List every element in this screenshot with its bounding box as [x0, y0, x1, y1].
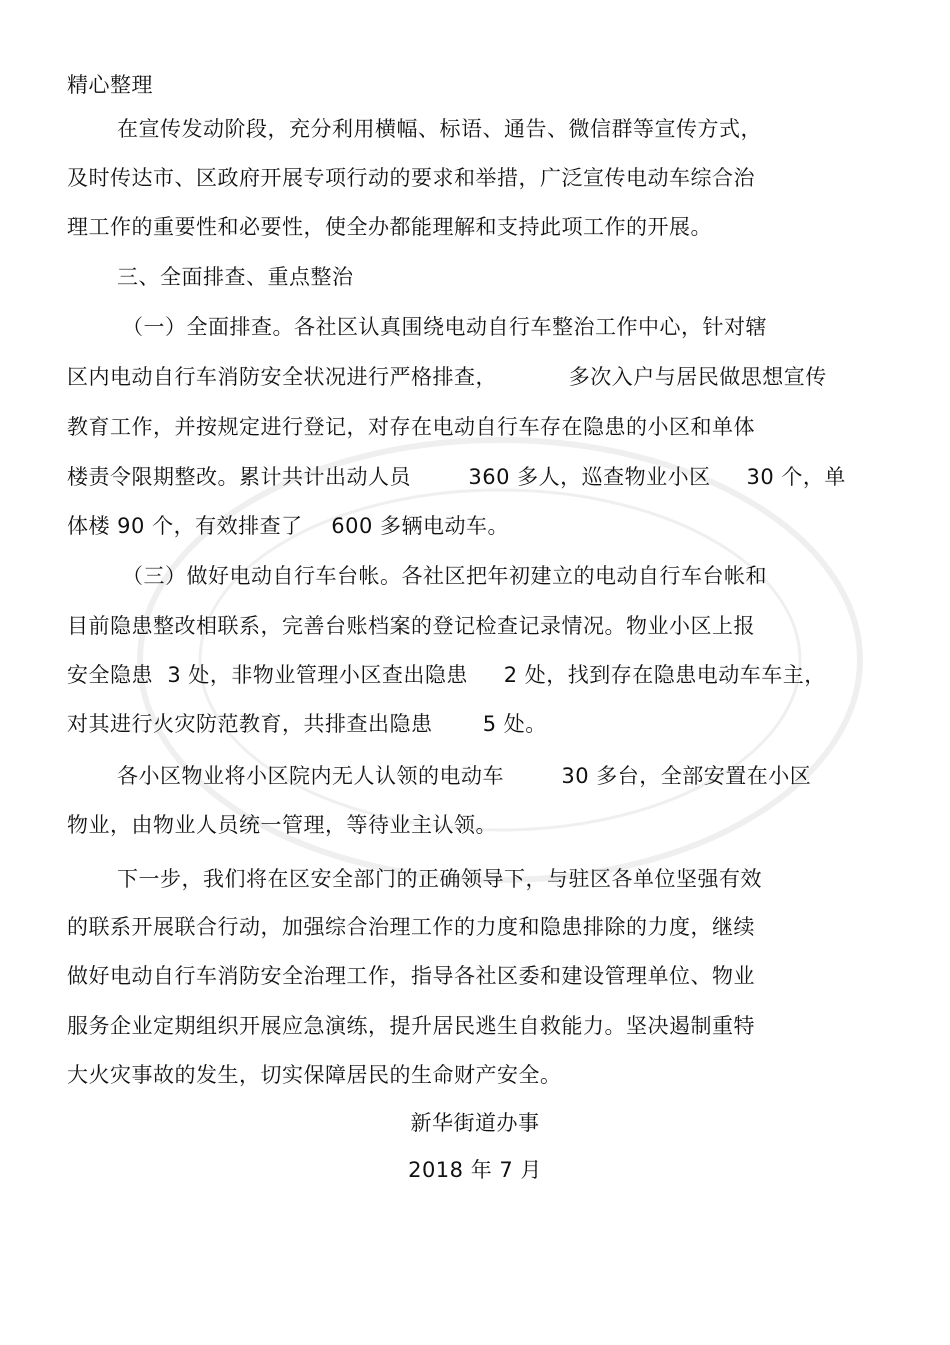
paragraph-line: 教育工作，并按规定进行登记，对存在电动自行车存在隐患的小区和单体	[67, 415, 755, 439]
paragraph-line: 理工作的重要性和必要性，使全办都能理解和支持此项工作的开展。	[67, 215, 712, 239]
header-label: 精心整理	[67, 73, 153, 97]
paragraph-line: 安全隐患 3 处，非物业管理小区查出隐患 2 处，找到存在隐患电动车车主，	[67, 663, 826, 687]
paragraph-line: （三）做好电动自行车台帐。各社区把年初建立的电动自行车台帐和	[122, 564, 767, 588]
signature-date: 2018 年 7 月	[408, 1158, 542, 1182]
paragraph-line: 大火灾事故的发生，切实保障居民的生命财产安全。	[67, 1063, 562, 1087]
paragraph-line: 物业，由物业人员统一管理，等待业主认领。	[67, 813, 497, 837]
paragraph-line: 做好电动自行车消防安全治理工作，指导各社区委和建设管理单位、物业	[67, 964, 755, 988]
paragraph-line: 体楼 90 个，有效排查了 600 多辆电动车。	[67, 514, 510, 538]
paragraph-line: 各小区物业将小区院内无人认领的电动车 30 多台，全部安置在小区	[117, 764, 812, 788]
paragraph-line: 区内电动自行车消防安全状况进行严格排查， 多次入户与居民做思想宣传	[67, 365, 827, 389]
paragraph-line: （一）全面排查。各社区认真围绕电动自行车整治工作中心，针对辖	[122, 315, 767, 339]
paragraph-line: 服务企业定期组织开展应急演练，提升居民逃生自救能力。坚决遏制重特	[67, 1014, 755, 1038]
paragraph-line: 对其进行火灾防范教育，共排查出隐患 5 处。	[67, 712, 547, 736]
section-heading: 三、全面排查、重点整治	[117, 265, 354, 289]
signature-organization: 新华街道办事	[410, 1111, 540, 1135]
paragraph-line: 下一步，我们将在区安全部门的正确领导下，与驻区各单位坚强有效	[117, 867, 762, 891]
paragraph-line: 楼责令限期整改。累计共计出动人员 360 多人，巡查物业小区 30 个，单	[67, 465, 846, 489]
paragraph-line: 目前隐患整改相联系，完善台账档案的登记检查记录情况。物业小区上报	[67, 614, 755, 638]
paragraph-line: 在宣传发动阶段，充分利用横幅、标语、通告、微信群等宣传方式，	[117, 117, 762, 141]
paragraph-line: 及时传达市、区政府开展专项行动的要求和举措，广泛宣传电动车综合治	[67, 166, 755, 190]
paragraph-line: 的联系开展联合行动，加强综合治理工作的力度和隐患排除的力度，继续	[67, 915, 755, 939]
